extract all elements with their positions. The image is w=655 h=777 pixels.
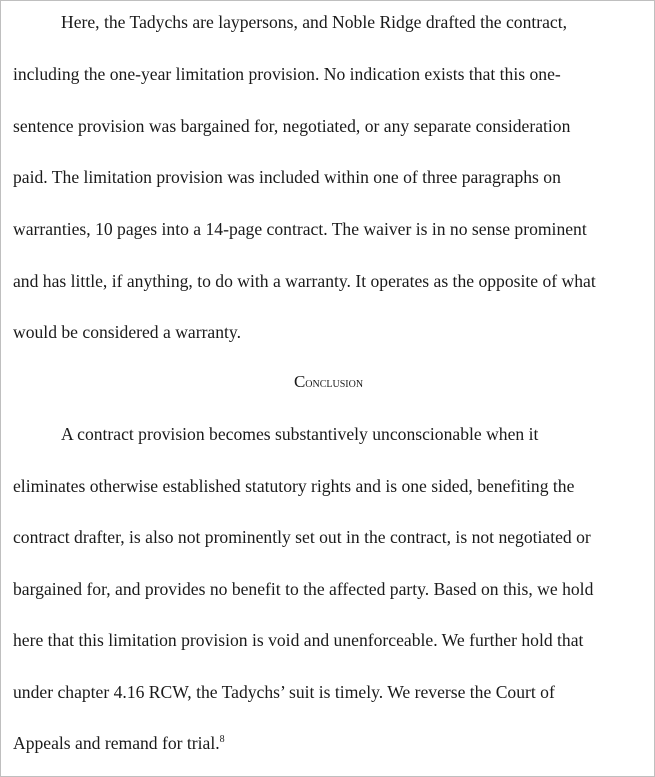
footnote-marker[interactable]: 8	[219, 734, 225, 746]
paragraph-2-last-line-text: Appeals and remand for trial.	[13, 733, 220, 753]
paragraph-2-line-3: contract drafter, is also not prominently set out in the contract, is not negotiated or	[13, 527, 591, 547]
paragraph-1-line-3: sentence provision was bargained for, negotiated, or any separate consideration	[13, 116, 571, 136]
paragraph-2-line-6: under chapter 4.16 RCW, the Tadychs’ suit is timely. We reverse the Court of	[13, 682, 555, 702]
paragraph-2-line-1: A contract provision becomes substantively unconscionable when it	[61, 424, 539, 444]
paragraph-1-line-4: paid. The limitation provision was included within one of three paragraphs on	[13, 167, 561, 187]
paragraph-2-line-4: bargained for, and provides no benefit to the affected party. Based on this, we hold	[13, 579, 594, 599]
paragraph-1-line-2: including the one-year limitation provision. No indication exists that this one-	[13, 64, 561, 84]
paragraph-2-line-7	[13, 733, 225, 753]
paragraph-1-line-7: would be considered a warranty.	[13, 322, 241, 342]
section-heading-conclusion	[1, 373, 655, 392]
paragraph-1-line-6: and has little, if anything, to do with a warranty. It operates as the opposite of what	[13, 271, 596, 291]
heading-rest: onclusion	[305, 375, 364, 391]
paragraph-2-line-2: eliminates otherwise established statutory rights and is one sided, benefiting the	[13, 476, 575, 496]
paragraph-1-line-5: warranties, 10 pages into a 14-page contract. The waiver is in no sense prominent	[13, 219, 587, 239]
paragraph-1-line-1: Here, the Tadychs are laypersons, and Noble Ridge drafted the contract,	[61, 12, 568, 32]
paragraph-2-line-5: here that this limitation provision is void and unenforceable. We further hold that	[13, 630, 584, 650]
heading-initial: C	[293, 372, 306, 391]
